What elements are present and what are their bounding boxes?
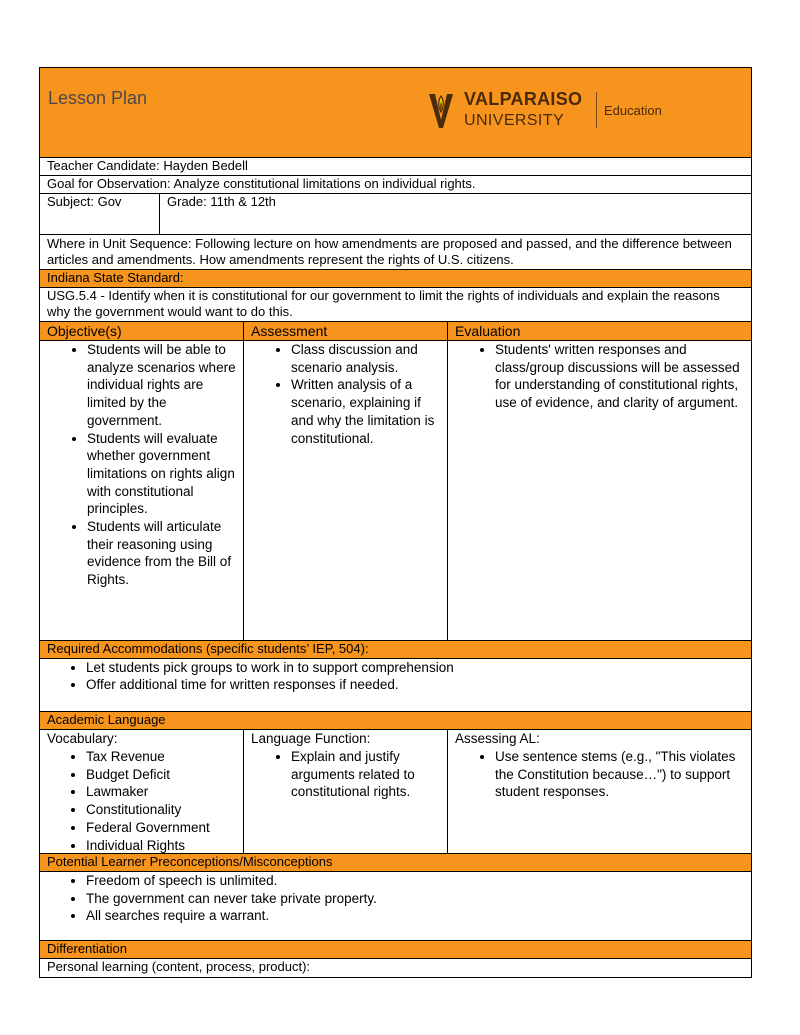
accommodations-list: [40, 659, 751, 693]
assessing-al-list: [448, 748, 751, 801]
list-item: • Tax Revenue: [86, 748, 243, 766]
evaluation-cell: [448, 341, 751, 640]
vocabulary-cell: [40, 730, 244, 853]
assessment-cell: [244, 341, 448, 640]
objectives-body-row: [40, 341, 751, 641]
objectives-cell: [40, 341, 244, 640]
personal-learning: Personal learning (content, process, product):: [47, 959, 311, 974]
personal-learning-row: [40, 959, 751, 977]
document-header: [40, 68, 751, 158]
grade: Grade: 11th & 12th: [167, 194, 276, 209]
academic-language-heading-row: [40, 712, 751, 730]
teacher-candidate: Teacher Candidate: Hayden Bedell: [47, 158, 248, 173]
evaluation-header: Evaluation: [455, 323, 521, 339]
differentiation-heading: Differentiation: [47, 941, 127, 956]
university-logo: [426, 88, 686, 134]
assessment-header: Assessment: [244, 322, 448, 340]
unit-sequence-row: [40, 235, 751, 270]
list-item: • Students will evaluate whether government limitations on rights align with constitutional principles.: [87, 430, 243, 519]
teacher-candidate-row: [40, 158, 751, 176]
language-function-cell: [244, 730, 448, 853]
vocabulary-label: Vocabulary:: [47, 731, 118, 746]
language-function-label: Language Function:: [251, 731, 371, 746]
list-item: • Students will articulate their reasoning using evidence from the Bill of Rights.: [87, 518, 243, 589]
goal-row: [40, 176, 751, 194]
logo-department: Education: [604, 103, 662, 118]
list-item: • Let students pick groups to work in to support comprehension: [86, 659, 751, 676]
language-function-list: [244, 748, 447, 801]
flame-icon: [426, 90, 456, 130]
list-item: • Freedom of speech is unlimited.: [86, 872, 751, 890]
lesson-plan-document: [39, 67, 752, 978]
standard-heading-row: [40, 270, 751, 288]
standard-text-row: [40, 288, 751, 322]
assessing-al-label: Assessing AL:: [455, 731, 540, 746]
list-item: • Written analysis of a scenario, explaining if and why the limitation is constitutional.: [291, 376, 447, 447]
goal-for-observation: Goal for Observation: Analyze constitutional limitations on individual rights.: [47, 176, 476, 191]
list-item: • Federal Government: [86, 819, 243, 837]
unit-sequence: Where in Unit Sequence: Following lecture on how amendments are proposed and passed, and the difference between articles and amendments. How amendments represent the rights of U.S. citizens.: [47, 236, 732, 267]
vocabulary-list: [40, 748, 243, 855]
standard-heading: Indiana State Standard:: [47, 270, 184, 285]
list-item: • Use sentence stems (e.g., "This violates the Constitution because…") to support student responses.: [495, 748, 751, 801]
misconceptions-heading: Potential Learner Preconceptions/Misconceptions: [47, 854, 333, 869]
logo-line-2: UNIVERSITY: [464, 112, 565, 129]
objectives-header-row: [40, 322, 751, 341]
list-item: • Students will be able to analyze scenarios where individual rights are limited by the government.: [87, 341, 243, 430]
objectives-header: Objective(s): [40, 322, 244, 340]
accommodations-heading-row: [40, 641, 751, 659]
misconceptions-heading-row: [40, 854, 751, 872]
list-item: • Lawmaker: [86, 783, 243, 801]
evaluation-list: [448, 341, 751, 412]
list-item: • Individual Rights: [86, 837, 243, 855]
list-item: • Constitutionality: [86, 801, 243, 819]
academic-language-heading: Academic Language: [47, 712, 166, 727]
list-item: • All searches require a warrant.: [86, 907, 751, 925]
misconceptions-list: [40, 872, 751, 925]
list-item: • Offer additional time for written responses if needed.: [86, 676, 751, 693]
logo-line-1: VALPARAISO: [464, 89, 583, 109]
objectives-list: [40, 341, 243, 589]
subject-cell: [40, 194, 160, 234]
list-item: • Students' written responses and class/group discussions will be assessed for understanding of constitutional rights, use of evidence, and clarity of argument.: [495, 341, 751, 412]
accommodations-heading: Required Accommodations (specific students’ IEP, 504):: [47, 641, 369, 656]
assessment-list: [244, 341, 447, 447]
academic-language-body-row: [40, 730, 751, 854]
grade-cell: [160, 194, 751, 234]
subject-grade-row: [40, 194, 751, 235]
misconceptions-body-row: [40, 872, 751, 941]
accommodations-body-row: [40, 659, 751, 712]
assessing-al-cell: [448, 730, 751, 853]
list-item: • The government can never take private property.: [86, 890, 751, 908]
differentiation-heading-row: [40, 941, 751, 959]
logo-divider: [596, 92, 597, 128]
list-item: • Explain and justify arguments related to constitutional rights.: [291, 748, 447, 801]
list-item: • Class discussion and scenario analysis.: [291, 341, 447, 376]
list-item: • Budget Deficit: [86, 766, 243, 784]
page-title: Lesson Plan: [48, 88, 148, 108]
standard-text: USG.5.4 - Identify when it is constitutional for our government to limit the rights of individuals and explain the reasons why the government would want to do this.: [47, 288, 720, 319]
subject: Subject: Gov: [47, 194, 122, 209]
